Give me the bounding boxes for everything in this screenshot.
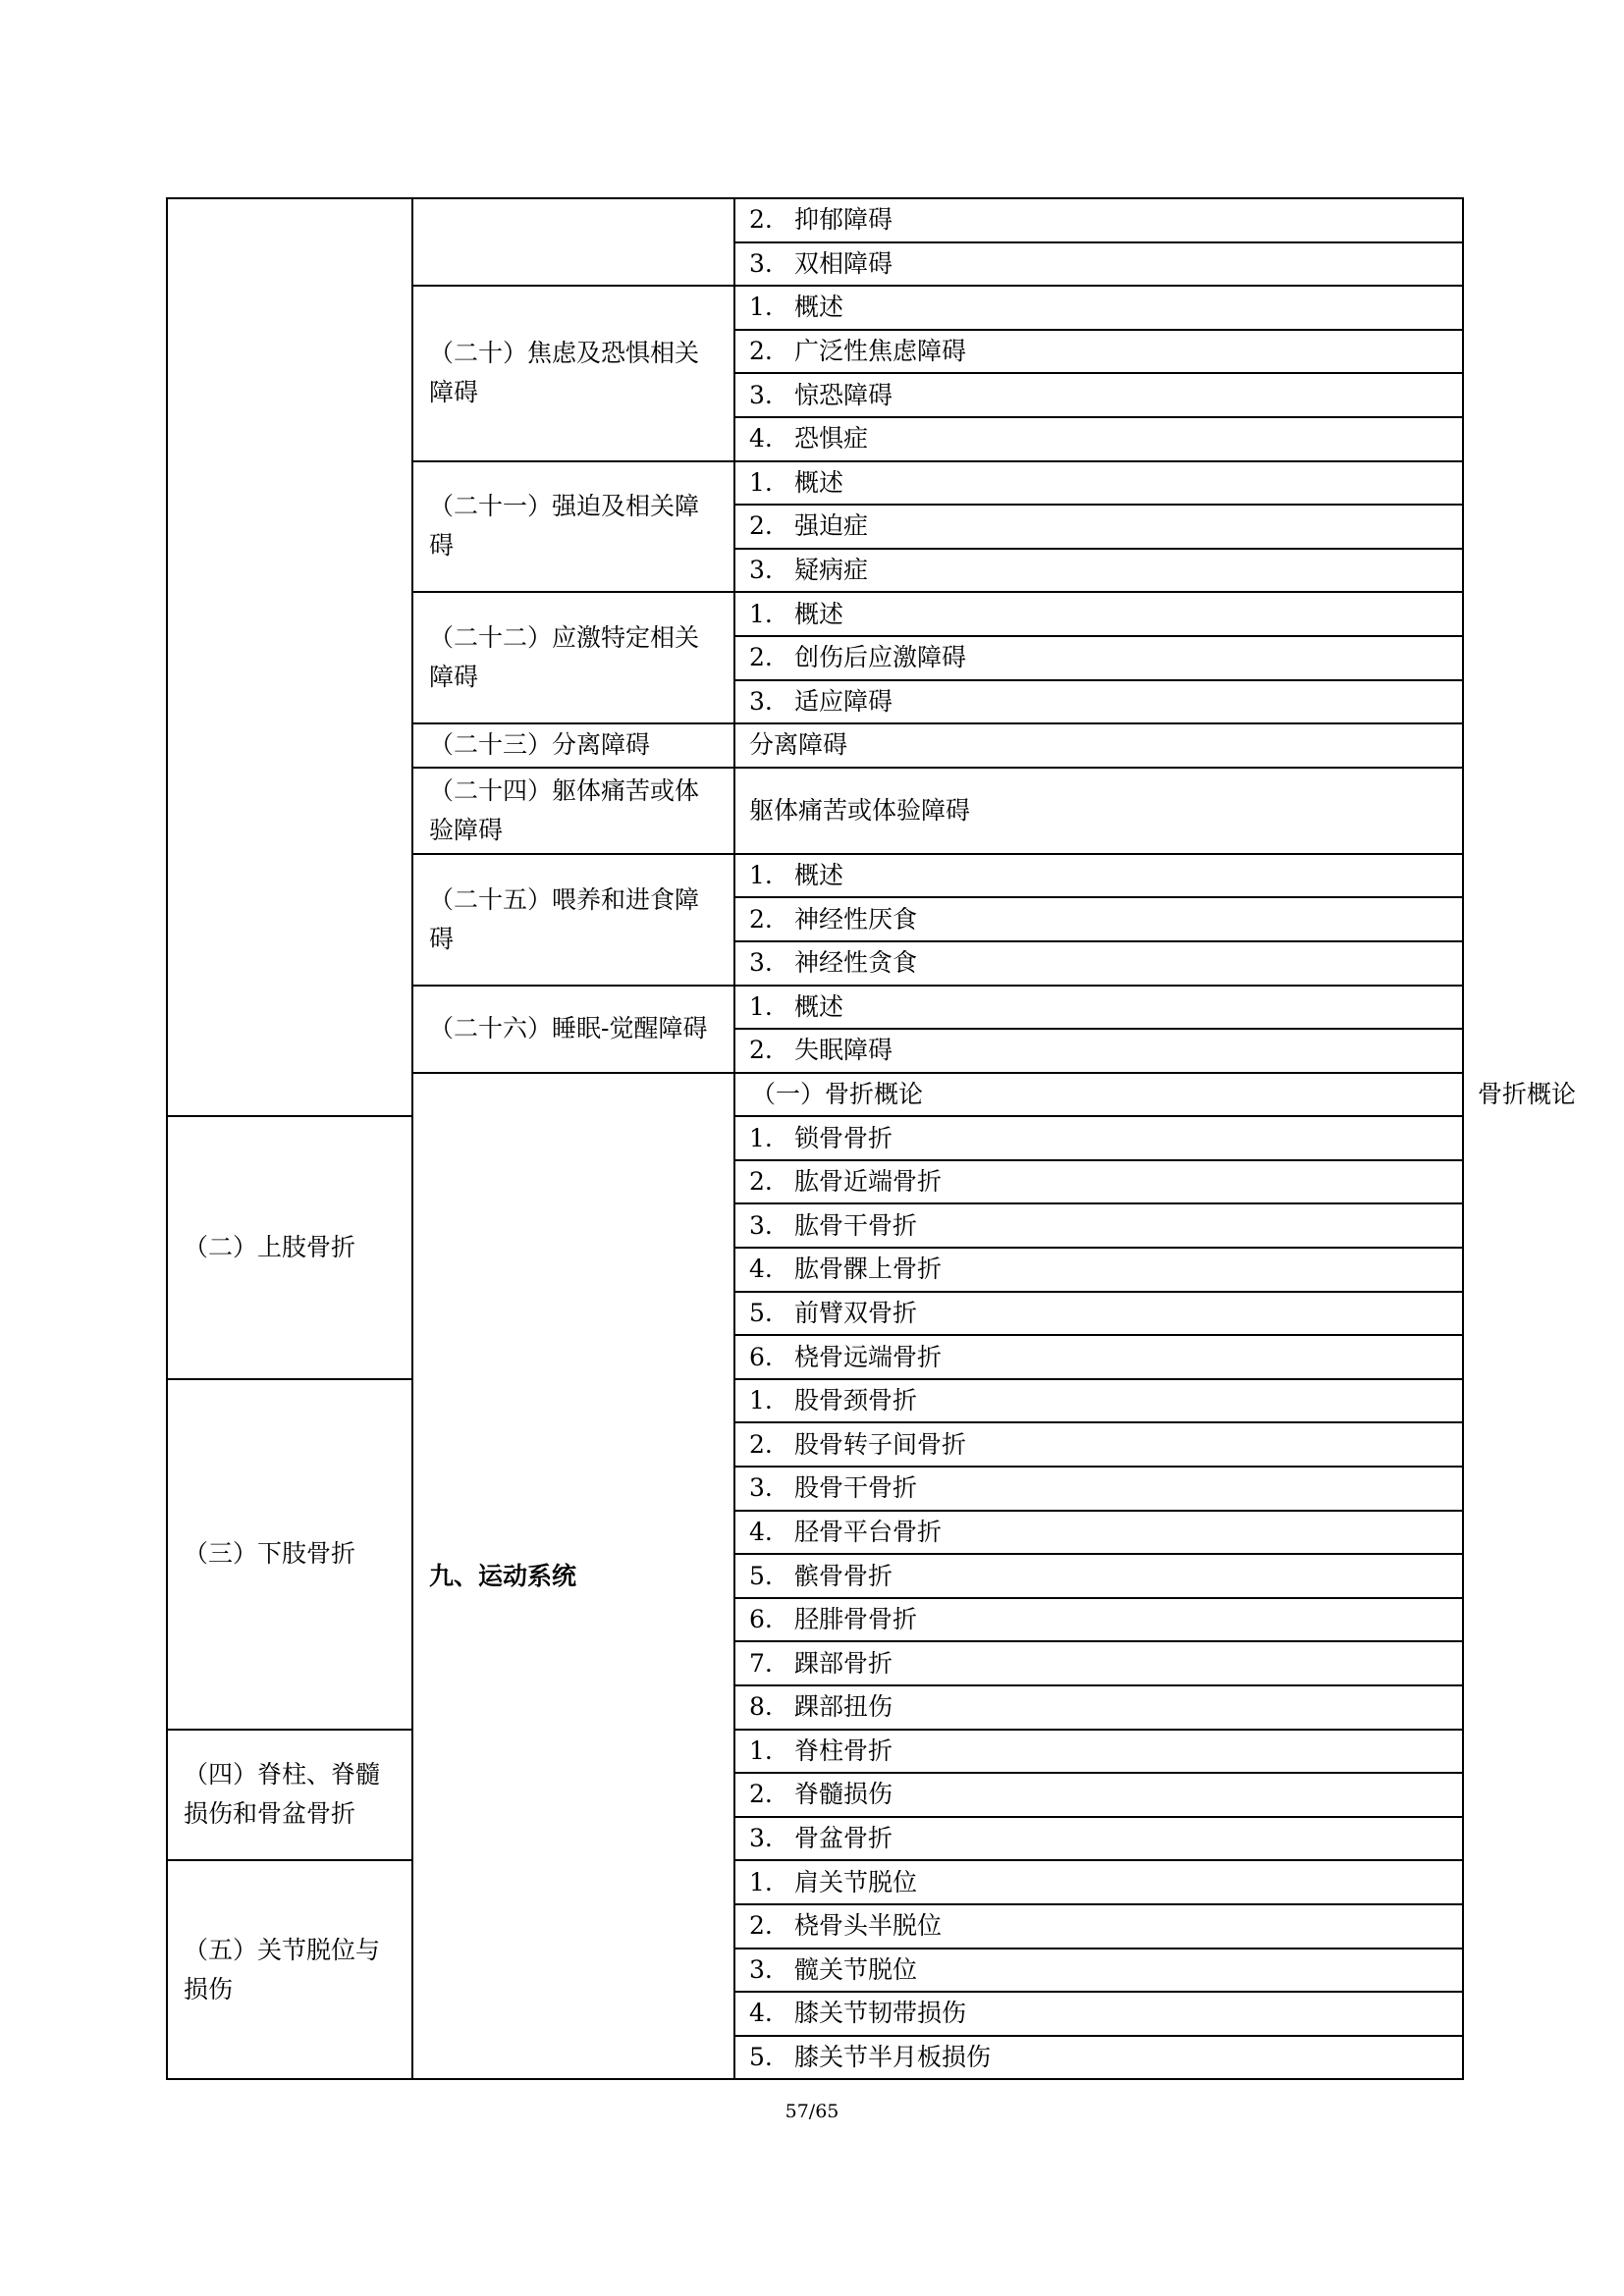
item-cell bbox=[734, 1904, 1463, 1949]
item-text: 股骨颈骨折 bbox=[794, 1386, 918, 1415]
category-cell: （二十二）应激特定相关障碍 bbox=[412, 592, 734, 723]
item-cell bbox=[734, 1511, 1463, 1555]
item-cell bbox=[734, 1641, 1463, 1685]
item-number: 3. bbox=[749, 1954, 773, 1984]
category-cell: （五）关节脱位与损伤 bbox=[167, 1860, 412, 2079]
item-number: 3. bbox=[749, 248, 773, 278]
category-cell: （四）脊柱、脊髓损伤和骨盆骨折 bbox=[167, 1730, 412, 1861]
item-cell bbox=[734, 1203, 1463, 1248]
item-cell bbox=[734, 1992, 1463, 2036]
item-number: 1. bbox=[749, 861, 773, 890]
item-cell bbox=[734, 1685, 1463, 1730]
item-text: 肩关节脱位 bbox=[794, 1867, 918, 1896]
item-number: 4. bbox=[749, 1255, 773, 1284]
category-cell: （二十）焦虑及恐惧相关障碍 bbox=[412, 286, 734, 460]
item-number: 3. bbox=[749, 1473, 773, 1503]
item-number: 2. bbox=[749, 1911, 773, 1941]
item-number: 6. bbox=[749, 1342, 773, 1371]
item-text: 股骨干骨折 bbox=[794, 1473, 918, 1503]
item-number: 3. bbox=[749, 380, 773, 409]
item-text: 概述 bbox=[794, 293, 844, 322]
item-cell bbox=[734, 941, 1463, 986]
item-text: 膝关节半月板损伤 bbox=[794, 2043, 992, 2072]
item-text: 疑病症 bbox=[794, 556, 869, 585]
category-cell: （二十六）睡眠-觉醒障碍 bbox=[412, 986, 734, 1073]
item-number: 5. bbox=[749, 2043, 773, 2072]
item-cell bbox=[734, 680, 1463, 724]
item-text: 概述 bbox=[794, 467, 844, 497]
item-text: 锁骨骨折 bbox=[794, 1123, 893, 1152]
category-cell: （二十三）分离障碍 bbox=[412, 723, 734, 768]
item-text: 踝部扭伤 bbox=[794, 1692, 893, 1722]
item-number: 1. bbox=[749, 293, 773, 322]
table-row bbox=[167, 198, 1463, 242]
item-text: 股骨转子间骨折 bbox=[794, 1429, 967, 1459]
item-text: 神经性厌食 bbox=[794, 904, 918, 934]
item-cell bbox=[734, 1335, 1463, 1379]
table-row bbox=[167, 1379, 1463, 1423]
item-text: 肱骨髁上骨折 bbox=[794, 1255, 943, 1284]
item-number: 2. bbox=[749, 1780, 773, 1809]
item-cell bbox=[734, 242, 1463, 287]
item-number: 6. bbox=[749, 1605, 773, 1634]
item-text: 概述 bbox=[794, 861, 844, 890]
item-text: 膝关节韧带损伤 bbox=[794, 1999, 967, 2028]
item-number: 3. bbox=[749, 556, 773, 585]
item-cell bbox=[734, 286, 1463, 330]
item-cell bbox=[734, 1817, 1463, 1861]
item-number: 2. bbox=[749, 1429, 773, 1459]
item-cell bbox=[734, 461, 1463, 506]
category-cell: （二十一）强迫及相关障碍 bbox=[412, 461, 734, 593]
item-text: 桡骨远端骨折 bbox=[794, 1342, 943, 1371]
item-cell bbox=[734, 505, 1463, 549]
item-number: 1. bbox=[749, 991, 773, 1021]
item-number: 8. bbox=[749, 1692, 773, 1722]
item-cell bbox=[734, 1116, 1463, 1160]
item-cell bbox=[734, 373, 1463, 417]
item-text: 创伤后应激障碍 bbox=[794, 643, 967, 672]
item-cell bbox=[734, 1598, 1463, 1642]
item-text: 踝部骨折 bbox=[794, 1648, 893, 1678]
item-cell bbox=[734, 1248, 1463, 1292]
item-text: 前臂双骨折 bbox=[794, 1298, 918, 1327]
item-number: 7. bbox=[749, 1648, 773, 1678]
category-cell: （一）骨折概论 bbox=[734, 1073, 1463, 1117]
item-cell bbox=[734, 986, 1463, 1030]
item-number: 2. bbox=[749, 205, 773, 235]
item-cell bbox=[734, 1292, 1463, 1336]
item-number: 5. bbox=[749, 1561, 773, 1590]
item-cell bbox=[734, 549, 1463, 593]
item-cell bbox=[734, 1949, 1463, 1993]
item-cell bbox=[734, 1773, 1463, 1817]
item-number: 1. bbox=[749, 599, 773, 628]
item-cell bbox=[734, 1467, 1463, 1511]
item-text: 肱骨近端骨折 bbox=[794, 1167, 943, 1197]
item-number: 3. bbox=[749, 1210, 773, 1240]
item-number: 1. bbox=[749, 1867, 773, 1896]
item-number: 1. bbox=[749, 1123, 773, 1152]
item-cell bbox=[734, 897, 1463, 941]
item-text: 肱骨干骨折 bbox=[794, 1210, 918, 1240]
item-cell bbox=[734, 1860, 1463, 1904]
item-cell bbox=[734, 2036, 1463, 2080]
category-cell: （二十四）躯体痛苦或体验障碍 bbox=[412, 768, 734, 854]
item-number: 2. bbox=[749, 337, 773, 366]
item-text: 适应障碍 bbox=[794, 686, 893, 716]
category-cell: （二）上肢骨折 bbox=[167, 1116, 412, 1379]
item-text: 失眠障碍 bbox=[794, 1036, 893, 1065]
item-number: 3. bbox=[749, 686, 773, 716]
table-row bbox=[167, 1116, 1463, 1160]
item-cell bbox=[734, 1422, 1463, 1467]
item-text: 脊柱骨折 bbox=[794, 1735, 893, 1765]
category-cell bbox=[412, 198, 734, 286]
item-text: 脊髓损伤 bbox=[794, 1780, 893, 1809]
item-number: 2. bbox=[749, 511, 773, 541]
item-text: 抑郁障碍 bbox=[794, 205, 893, 235]
item-text: 躯体痛苦或体验障碍 bbox=[749, 795, 971, 825]
item-text: 概述 bbox=[794, 991, 844, 1021]
item-cell bbox=[734, 198, 1463, 242]
item-text: 桡骨头半脱位 bbox=[794, 1911, 943, 1941]
table-row bbox=[167, 1730, 1463, 1774]
item-text: 神经性贪食 bbox=[794, 948, 918, 978]
item-text: 骨盆骨折 bbox=[794, 1824, 893, 1853]
item-cell bbox=[734, 1029, 1463, 1073]
item-cell bbox=[734, 1160, 1463, 1204]
item-text: 分离障碍 bbox=[749, 730, 848, 760]
item-cell bbox=[734, 417, 1463, 461]
item-number: 3. bbox=[749, 1824, 773, 1853]
item-text: 胫腓骨骨折 bbox=[794, 1605, 918, 1634]
item-text: 髌骨骨折 bbox=[794, 1561, 893, 1590]
syllabus-table bbox=[166, 197, 1577, 2080]
item-number: 1. bbox=[749, 1386, 773, 1415]
item-number: 2. bbox=[749, 1167, 773, 1197]
item-text: 惊恐障碍 bbox=[794, 380, 893, 409]
item-number: 1. bbox=[749, 1735, 773, 1765]
item-number: 2. bbox=[749, 904, 773, 934]
item-text: 恐惧症 bbox=[794, 424, 869, 454]
category-cell: （二十五）喂养和进食障碍 bbox=[412, 854, 734, 986]
item-cell bbox=[734, 1730, 1463, 1774]
item-cell bbox=[734, 723, 1463, 768]
table-row bbox=[167, 1860, 1463, 1904]
item-cell bbox=[734, 768, 1463, 854]
item-text: 强迫症 bbox=[794, 511, 869, 541]
item-cell bbox=[734, 636, 1463, 680]
item-text: 胫骨平台骨折 bbox=[794, 1517, 943, 1546]
item-text: 髋关节脱位 bbox=[794, 1954, 918, 1984]
item-text: 双相障碍 bbox=[794, 248, 893, 278]
item-number: 4. bbox=[749, 1999, 773, 2028]
item-cell bbox=[734, 330, 1463, 374]
item-number: 4. bbox=[749, 1517, 773, 1546]
item-number: 5. bbox=[749, 1298, 773, 1327]
item-text: 骨折概论 bbox=[1478, 1079, 1577, 1108]
system-cell bbox=[167, 198, 412, 1116]
item-text: 概述 bbox=[794, 599, 844, 628]
item-number: 4. bbox=[749, 424, 773, 454]
item-number: 1. bbox=[749, 467, 773, 497]
page-number: 57/65 bbox=[785, 2101, 839, 2122]
item-number: 2. bbox=[749, 1036, 773, 1065]
item-number: 2. bbox=[749, 643, 773, 672]
item-cell bbox=[734, 1379, 1463, 1423]
category-cell: （三）下肢骨折 bbox=[167, 1379, 412, 1730]
item-cell bbox=[734, 592, 1463, 636]
item-text: 广泛性焦虑障碍 bbox=[794, 337, 967, 366]
item-cell bbox=[734, 1554, 1463, 1598]
item-cell bbox=[734, 854, 1463, 898]
system-heading: 九、运动系统 bbox=[412, 1073, 734, 2080]
item-number: 3. bbox=[749, 948, 773, 978]
